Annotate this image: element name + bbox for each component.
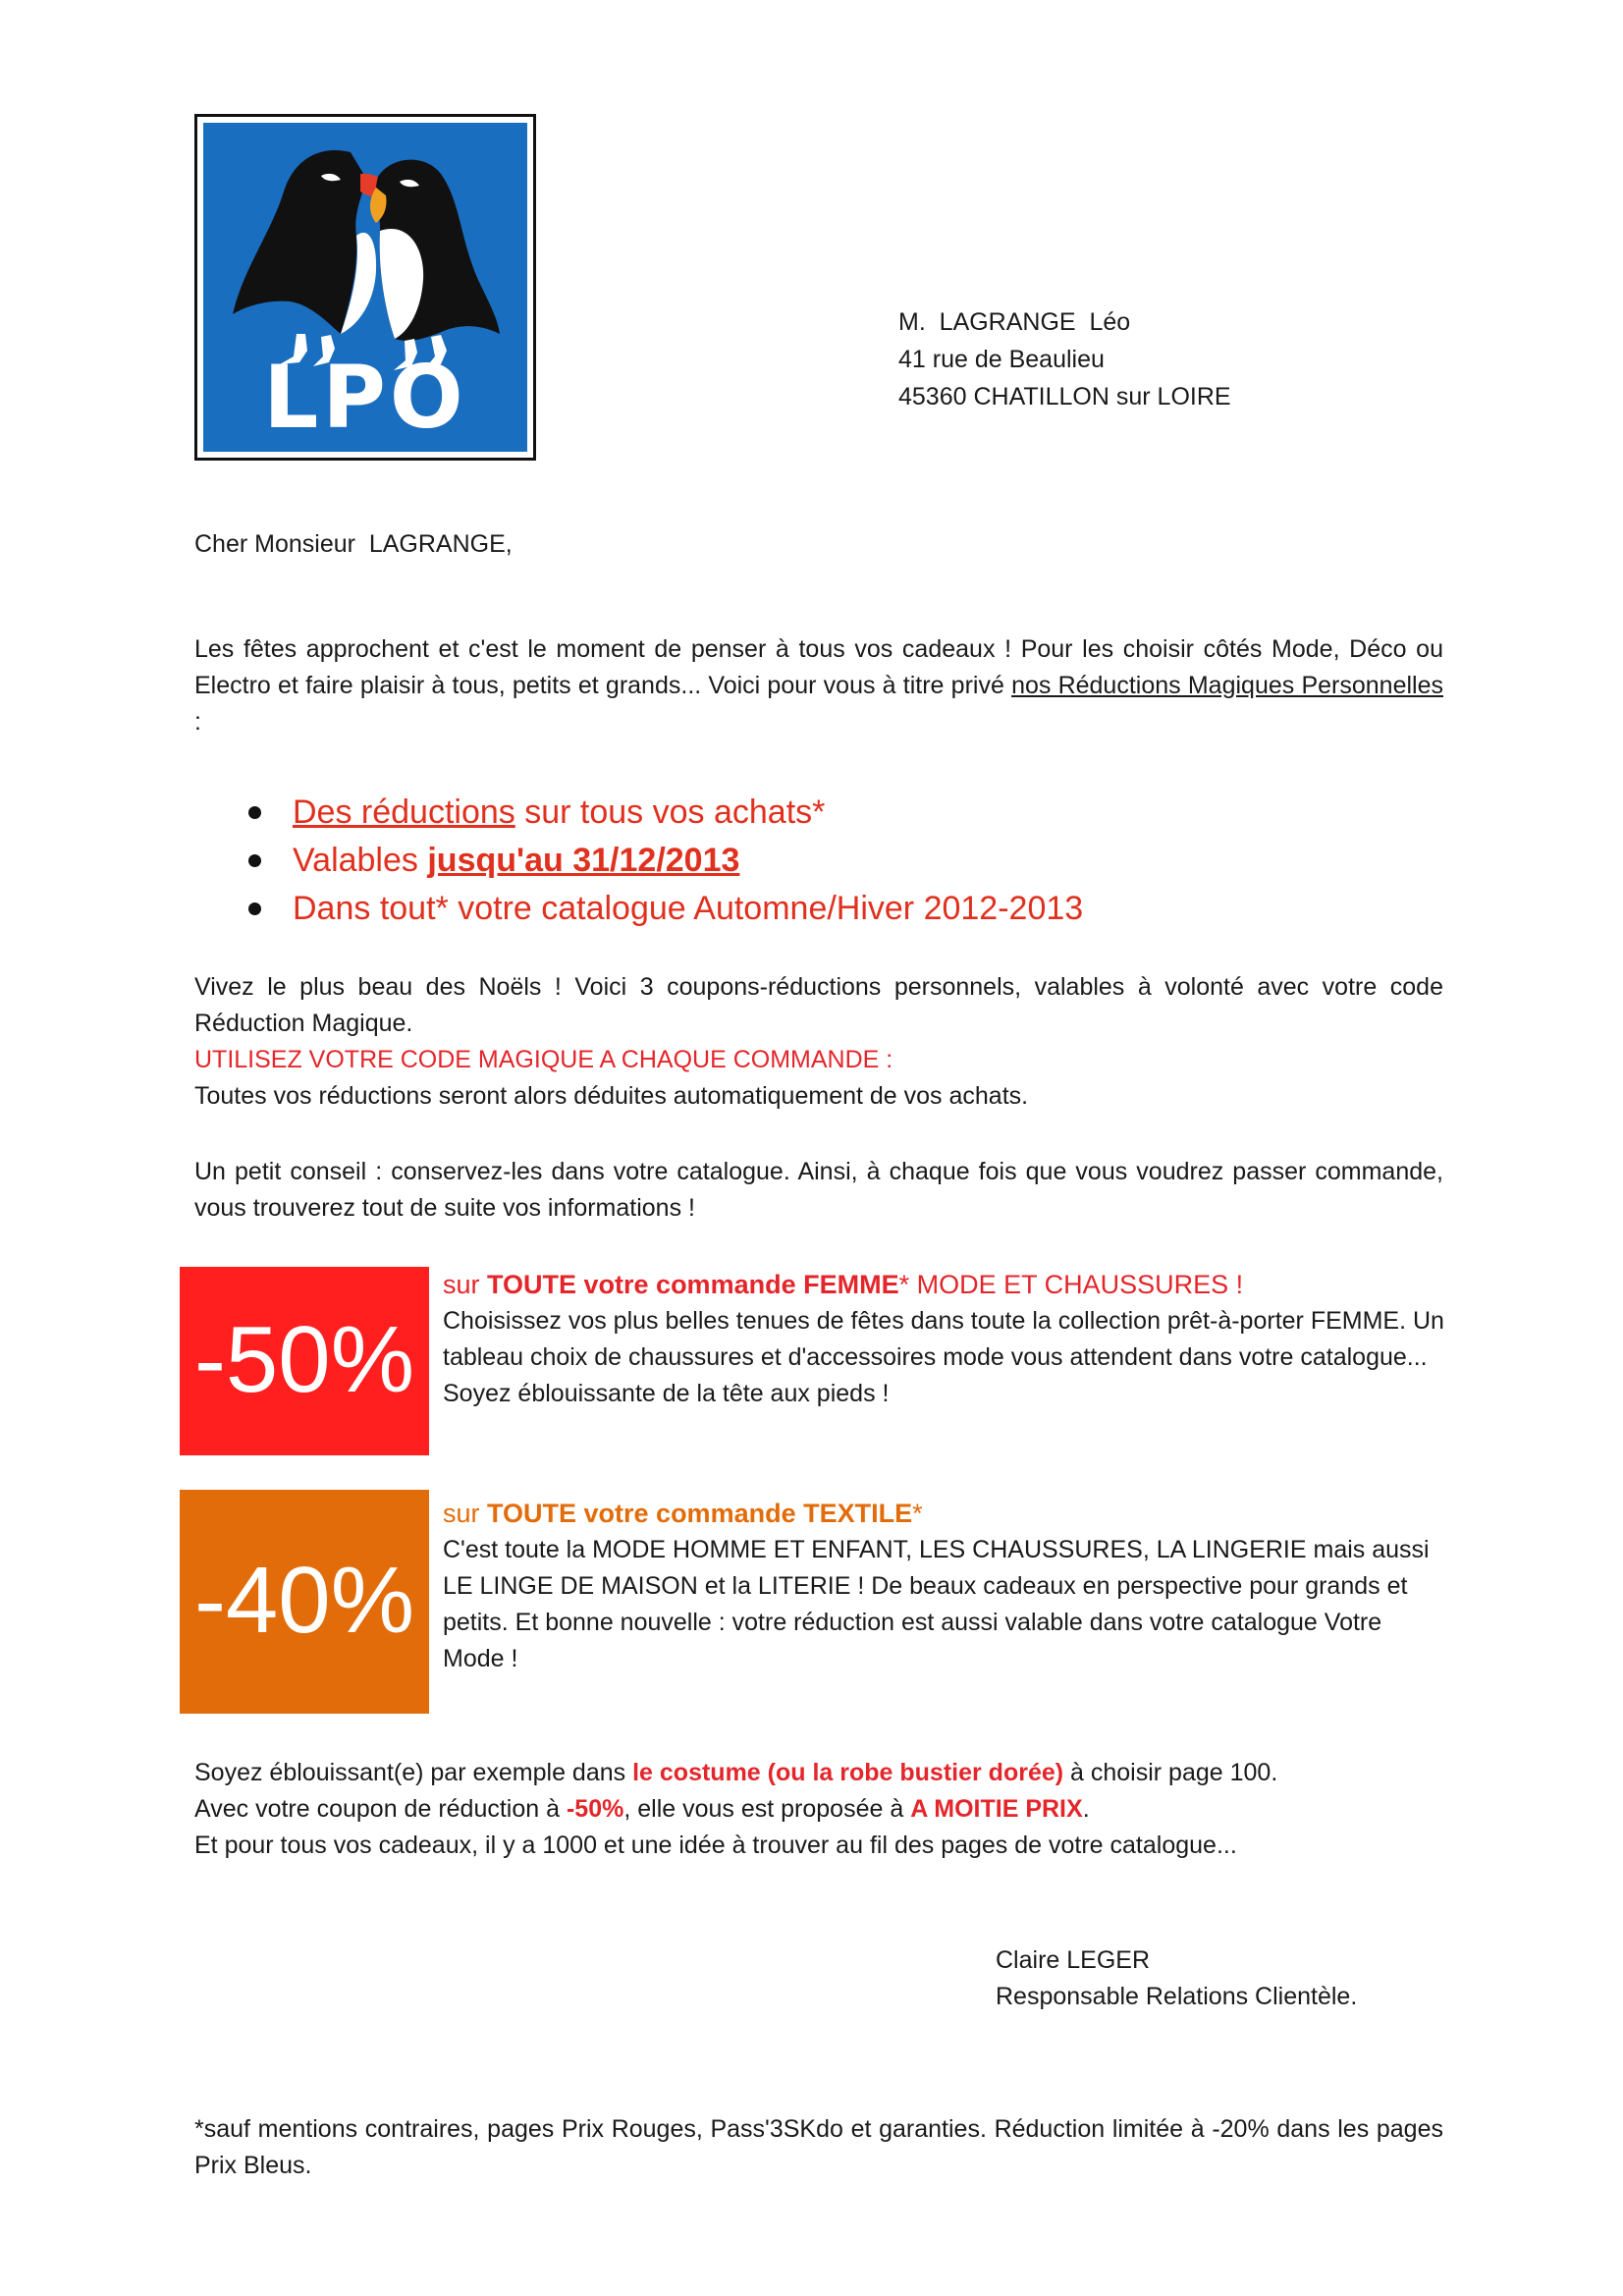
offer-heading-text: * MODE ET CHAUSSURES ! [898, 1270, 1244, 1299]
closing-highlight: -50% [566, 1795, 624, 1823]
footnote: *sauf mentions contraires, pages Prix Rouges, Pass'3SKdo et garanties. Réduction limitée à -20% dans les pages Prix Bleus. [194, 2115, 1443, 2179]
bullet-text: sur tous vos achats* [514, 793, 826, 831]
closing-text: . [1082, 1795, 1090, 1823]
bullet-item [245, 837, 1083, 885]
signature-name: Claire LEGER [996, 1946, 1150, 1974]
bullet-item [245, 789, 1083, 837]
closing-highlight: A MOITIE PRIX [910, 1795, 1083, 1823]
logo-background [203, 123, 527, 452]
recipient-street: 41 rue de Beaulieu [898, 346, 1105, 373]
offer-heading-text: * [912, 1499, 923, 1528]
intro-text: Les fêtes approchent et c'est le moment de penser à tous vos cadeaux ! Pour les choisir côtés Mode, Déco ou Electro et faire plaisir à tous, petits et grands... Voici pour vous à titre privé [194, 635, 1443, 699]
offer-heading-text: sur [443, 1499, 488, 1528]
bullet-text: Valables [293, 842, 428, 879]
closing-line [194, 1755, 1443, 1791]
closing-paragraph [194, 1755, 1443, 1864]
intro-end: : [194, 708, 201, 736]
closing-highlight: le costume (ou la robe bustier dorée) [632, 1759, 1064, 1786]
closing-text: à choisir page 100. [1063, 1759, 1278, 1786]
coupon-intro-text: Vivez le plus beau des Noëls ! Voici 3 coupons-réductions personnels, valables à volonté avec votre code Réduction Magique. [194, 973, 1443, 1037]
signature-title: Responsable Relations Clientèle. [996, 1983, 1358, 2010]
bullet-text: Dans tout* votre catalogue Automne/Hiver 2012-2013 [293, 890, 1084, 927]
offer-textile-body: C'est toute la MODE HOMME ET ENFANT, LES CHAUSSURES, LA LINGERIE mais aussi LE LINGE DE MAISON et la LITERIE ! De beaux cadeaux en perspective pour grands et petits. Et bonne nouvelle : votre réduction est aussi valable dans votre catalogue Votre Mode ! [443, 1536, 1430, 1672]
bullet-link-text: Des réductions [293, 793, 515, 831]
recipient-name: M. LAGRANGE Léo [898, 308, 1131, 336]
offer-textile [443, 1496, 1444, 1677]
coupon-paragraph [194, 969, 1443, 1115]
offer-bullet-list [245, 789, 1083, 933]
logo-text: LPO [263, 347, 467, 448]
lpo-logo [194, 114, 536, 461]
closing-text: , elle vous est proposée à [623, 1795, 911, 1823]
offer-heading-text: sur [443, 1270, 488, 1299]
intro-paragraph [194, 631, 1443, 740]
deduction-text: Toutes vos réductions seront alors déduites automatiquement de vos achats. [194, 1082, 1029, 1110]
recipient-address [898, 304, 1231, 416]
coupon-50-badge [180, 1267, 429, 1455]
offer-heading-bold: TOUTE votre commande FEMME [487, 1270, 899, 1299]
closing-line: Et pour tous vos cadeaux, il y a 1000 et une idée à trouver au fil des pages de votre catalogue... [194, 1831, 1237, 1859]
closing-text: Avec votre coupon de réduction à [194, 1795, 567, 1823]
offer-femme [443, 1267, 1444, 1412]
offer-femme-body: Choisissez vos plus belles tenues de fêtes dans toute la collection prêt-à-porter FEMME. Un tableau choix de chaussures et d'accessoires mode vous attendent dans votre catalogue... Soyez éblouissante de la tête aux pieds ! [443, 1307, 1444, 1407]
offer-femme-heading [443, 1267, 1444, 1303]
coupon-40-value: -40% [193, 1548, 415, 1653]
recipient-city: 45360 CHATILLON sur LOIRE [898, 383, 1231, 410]
offer-heading-bold: TOUTE votre commande TEXTILE [487, 1499, 913, 1528]
intro-link-text: nos Réductions Magiques Personnelles [1011, 672, 1443, 699]
magic-code-notice: UTILISEZ VOTRE CODE MAGIQUE A CHAQUE COMMANDE : [194, 1046, 893, 1073]
bullet-item [245, 885, 1083, 933]
closing-line [194, 1791, 1443, 1828]
signature-block [996, 1942, 1357, 2015]
bullet-deadline: jusqu'au 31/12/2013 [427, 842, 740, 879]
advice-paragraph: Un petit conseil : conservez-les dans votre catalogue. Ainsi, à chaque fois que vous voudrez passer commande, vous trouverez tout de suite vos informations ! [194, 1158, 1443, 1222]
coupon-50-value: -50% [193, 1307, 415, 1412]
greeting: Cher Monsieur LAGRANGE, [194, 530, 513, 558]
offer-textile-heading [443, 1496, 1444, 1532]
coupon-40-badge [180, 1490, 429, 1714]
closing-text: Soyez éblouissant(e) par exemple dans [194, 1759, 633, 1786]
